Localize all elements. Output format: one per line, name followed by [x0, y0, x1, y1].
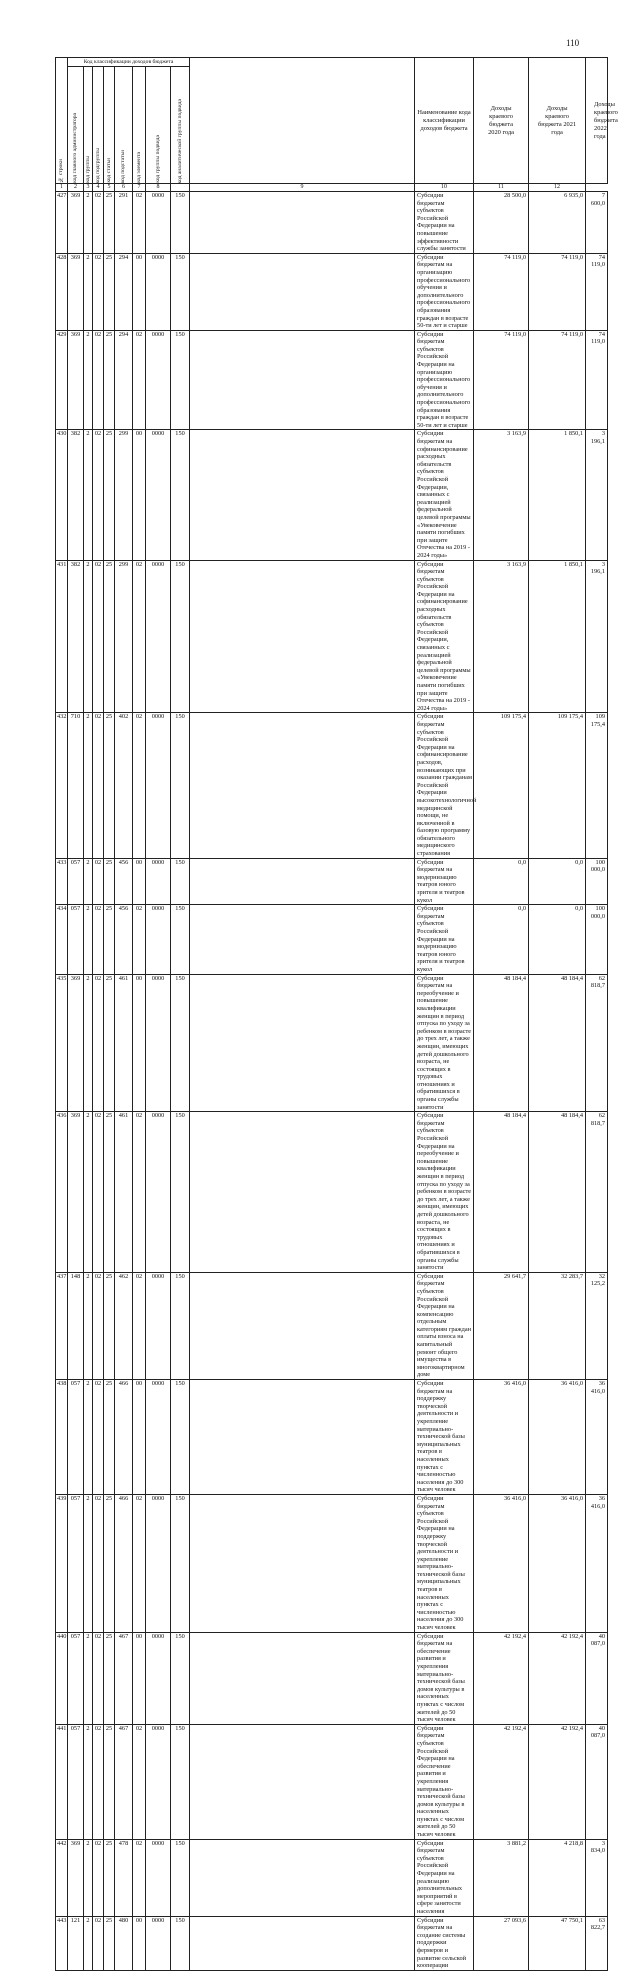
- column-number: 10: [415, 184, 474, 192]
- column-number: 3: [84, 184, 93, 192]
- amount-cell: 109 175,4: [529, 713, 586, 858]
- table-row: [56, 1632, 608, 1724]
- column-number: 9: [190, 184, 415, 192]
- row-number-cell: 443: [56, 1916, 68, 1970]
- name-cell: Субсидии бюджетам субъектов Российской Федерации на софинансирование расходных обязательств субъектов Российской Федерации, связанных с реализацией федеральной целевой программы «Увековечение памяти погибших при защите Отечества на 2019 - 2024 годы»: [415, 560, 474, 713]
- table-row: [56, 905, 608, 974]
- code-cell: 150: [171, 905, 190, 974]
- code-cell: 02: [93, 253, 104, 330]
- code-cell: 02: [93, 1839, 104, 1916]
- table-row: [56, 253, 608, 330]
- code-cell: 467: [115, 1724, 133, 1839]
- code-cell: 02: [93, 1494, 104, 1632]
- header-code-col: код статьи: [104, 67, 115, 184]
- name-cell: Субсидии бюджетам субъектов Российской Федерации на модернизацию театров юного зрителя и театров кукол: [415, 905, 474, 974]
- amount-cell: 48 184,4: [529, 1112, 586, 1272]
- code-cell: 299: [115, 560, 133, 713]
- code-cell: 02: [93, 713, 104, 858]
- column-number: 5: [104, 184, 115, 192]
- code-cell: 0000: [146, 192, 171, 254]
- table-row: [56, 192, 608, 254]
- code-cell: 456: [115, 905, 133, 974]
- amount-cell: 0,0: [474, 858, 529, 905]
- amount-cell: 36 416,0: [586, 1380, 608, 1495]
- code-cell: 2: [84, 1112, 93, 1272]
- code-cell: 456: [115, 858, 133, 905]
- code-cell: 02: [93, 1272, 104, 1379]
- code-cell: 382: [68, 430, 84, 560]
- row-number-cell: 436: [56, 1112, 68, 1272]
- name-cell: Субсидии бюджетам на организацию профессионального обучения и дополнительного профессионального образования граждан в возрасте 50-ти лет и старше: [415, 253, 474, 330]
- code-cell: 02: [93, 1724, 104, 1839]
- code-cell: 0000: [146, 1380, 171, 1495]
- amount-cell: 32 125,2: [586, 1272, 608, 1379]
- code-cell: 0000: [146, 1724, 171, 1839]
- code-cell: 057: [68, 858, 84, 905]
- name-cell: Субсидии бюджетам субъектов Российской Федерации на софинансирование расходов, возникающих при оказании гражданам Российской Федерации высокотехнологичной медицинской помощи, не включенной в базовую программу обязательного медицинского страхования: [415, 713, 474, 858]
- spacer-cell: [190, 1380, 415, 1495]
- code-cell: 0000: [146, 560, 171, 713]
- table-row: [56, 330, 608, 430]
- code-cell: 00: [133, 1632, 146, 1724]
- amount-cell: 36 416,0: [529, 1380, 586, 1495]
- column-number: [171, 184, 190, 192]
- amount-cell: 3 196,1: [586, 560, 608, 713]
- row-number-cell: 432: [56, 713, 68, 858]
- table-row: [56, 713, 608, 858]
- amount-cell: 4 218,8: [529, 1839, 586, 1916]
- code-cell: 25: [104, 1632, 115, 1724]
- name-cell: Субсидии бюджетам на обеспечение развития и укрепления материально-технической базы домов культуры в населенных пунктах с числом жителей до 50 тысяч человек: [415, 1632, 474, 1724]
- code-cell: 2: [84, 1272, 93, 1379]
- row-number-cell: 431: [56, 560, 68, 713]
- code-cell: 2: [84, 430, 93, 560]
- code-cell: 02: [133, 1494, 146, 1632]
- amount-cell: 3 834,0: [586, 1839, 608, 1916]
- code-cell: 150: [171, 1724, 190, 1839]
- amount-cell: 42 192,4: [474, 1724, 529, 1839]
- table-row: [56, 1272, 608, 1379]
- code-cell: 150: [171, 1839, 190, 1916]
- row-number-cell: 437: [56, 1272, 68, 1379]
- column-number: 6: [115, 184, 133, 192]
- code-cell: 25: [104, 974, 115, 1112]
- row-number-cell: 427: [56, 192, 68, 254]
- code-cell: 2: [84, 560, 93, 713]
- spacer-cell: [190, 974, 415, 1112]
- amount-cell: 27 093,6: [474, 1916, 529, 1970]
- header-2022: Доходы краевого бюджета 2022 года: [586, 58, 608, 184]
- row-number-cell: 428: [56, 253, 68, 330]
- column-number: 1: [56, 184, 68, 192]
- code-cell: 02: [133, 192, 146, 254]
- name-cell: Субсидии бюджетам на софинансирование расходных обязательств субъектов Российской Федерации, связанных с реализацией федеральной целевой программы «Увековечение памяти погибших при защите Отечества на 2019 - 2024 годы»: [415, 430, 474, 560]
- code-cell: 150: [171, 1632, 190, 1724]
- spacer-cell: [190, 1112, 415, 1272]
- code-cell: 0000: [146, 1632, 171, 1724]
- code-cell: 02: [133, 1272, 146, 1379]
- table-row: [56, 560, 608, 713]
- code-cell: 150: [171, 1112, 190, 1272]
- spacer-cell: [190, 1839, 415, 1916]
- code-cell: 0000: [146, 1839, 171, 1916]
- header-row-no: № строки: [56, 58, 68, 184]
- code-cell: 150: [171, 1272, 190, 1379]
- table-row: [56, 1916, 608, 1970]
- amount-cell: 47 750,1: [529, 1916, 586, 1970]
- code-cell: 057: [68, 905, 84, 974]
- code-cell: 0000: [146, 430, 171, 560]
- code-cell: 02: [93, 430, 104, 560]
- code-cell: 02: [93, 858, 104, 905]
- code-cell: 0000: [146, 330, 171, 430]
- code-cell: 150: [171, 858, 190, 905]
- row-number-cell: 433: [56, 858, 68, 905]
- name-cell: Субсидии бюджетам субъектов Российской Федерации на переобучение и повышение квалификации женщин в период отпуска по уходу за ребенком в возрасте до трех лет, а также женщин, имеющих детей дошкольного возраста, не состоящих в трудовых отношениях и обратившихся в органы службы занятости: [415, 1112, 474, 1272]
- spacer-cell: [190, 713, 415, 858]
- amount-cell: 3 163,9: [474, 560, 529, 713]
- amount-cell: 36 416,0: [529, 1494, 586, 1632]
- header-spacer: [190, 58, 415, 184]
- code-cell: 2: [84, 713, 93, 858]
- code-cell: 25: [104, 1272, 115, 1379]
- amount-cell: 62 818,7: [586, 974, 608, 1112]
- code-cell: 461: [115, 1112, 133, 1272]
- amount-cell: 42 192,4: [474, 1632, 529, 1724]
- amount-cell: 36 416,0: [474, 1380, 529, 1495]
- code-cell: 369: [68, 192, 84, 254]
- amount-cell: 100 000,0: [586, 858, 608, 905]
- header-code-col: код подстатьи: [115, 67, 133, 184]
- amount-cell: 36 416,0: [586, 1494, 608, 1632]
- code-cell: 0000: [146, 1916, 171, 1970]
- code-cell: 02: [133, 1112, 146, 1272]
- amount-cell: 74 119,0: [474, 330, 529, 430]
- code-cell: 467: [115, 1632, 133, 1724]
- code-cell: 150: [171, 1916, 190, 1970]
- table-row: [56, 1839, 608, 1916]
- code-cell: 148: [68, 1272, 84, 1379]
- amount-cell: 74 119,0: [474, 253, 529, 330]
- table-row: [56, 858, 608, 905]
- code-cell: 2: [84, 905, 93, 974]
- name-cell: Субсидии бюджетам субъектов Российской Федерации на организацию профессионального обучения и дополнительного профессионального образования граждан в возрасте 50-ти лет и старше: [415, 330, 474, 430]
- code-cell: 25: [104, 1724, 115, 1839]
- table-row: [56, 974, 608, 1112]
- header-code-col: код группы: [84, 67, 93, 184]
- code-cell: 02: [93, 1632, 104, 1724]
- table-header: [56, 58, 618, 192]
- code-cell: 478: [115, 1839, 133, 1916]
- amount-cell: 1 850,1: [529, 430, 586, 560]
- code-cell: 02: [93, 192, 104, 254]
- row-number-cell: 435: [56, 974, 68, 1112]
- row-number-cell: 439: [56, 1494, 68, 1632]
- amount-cell: 109 175,4: [474, 713, 529, 858]
- table-row: [56, 1494, 608, 1632]
- table-row: [56, 1380, 608, 1495]
- header-code-col: код аналитической группы подвида: [171, 67, 190, 184]
- header-code-col: код подгруппы: [93, 67, 104, 184]
- code-cell: 369: [68, 1112, 84, 1272]
- code-cell: 00: [133, 858, 146, 905]
- code-cell: 25: [104, 560, 115, 713]
- code-cell: 150: [171, 1380, 190, 1495]
- code-cell: 25: [104, 430, 115, 560]
- code-cell: 02: [93, 1112, 104, 1272]
- amount-cell: 36 416,0: [474, 1494, 529, 1632]
- amount-cell: 48 184,4: [474, 974, 529, 1112]
- header-code-col: код главного администратора: [68, 67, 84, 184]
- amount-cell: 3 881,2: [474, 1839, 529, 1916]
- amount-cell: 0,0: [529, 905, 586, 974]
- name-cell: Субсидии бюджетам субъектов Российской Федерации на реализацию дополнительных мероприятий в сфере занятости населения: [415, 1839, 474, 1916]
- amount-cell: 3 196,1: [586, 430, 608, 560]
- code-cell: 25: [104, 192, 115, 254]
- spacer-cell: [190, 1272, 415, 1379]
- amount-cell: 32 283,7: [529, 1272, 586, 1379]
- spacer-cell: [190, 1494, 415, 1632]
- header-2020: Доходы краевого бюджета 2020 года: [474, 58, 529, 184]
- column-number: 2: [68, 184, 84, 192]
- code-cell: 0000: [146, 905, 171, 974]
- code-cell: 25: [104, 253, 115, 330]
- code-cell: 25: [104, 1494, 115, 1632]
- amount-cell: 48 184,4: [474, 1112, 529, 1272]
- amount-cell: 40 087,0: [586, 1724, 608, 1839]
- code-cell: 2: [84, 330, 93, 430]
- spacer-cell: [190, 430, 415, 560]
- spacer-cell: [190, 1916, 415, 1970]
- code-cell: 150: [171, 974, 190, 1112]
- amount-cell: 48 184,4: [529, 974, 586, 1112]
- code-cell: 0000: [146, 253, 171, 330]
- amount-cell: 42 192,4: [529, 1724, 586, 1839]
- amount-cell: 0,0: [474, 905, 529, 974]
- row-number-cell: 440: [56, 1632, 68, 1724]
- code-cell: 2: [84, 192, 93, 254]
- amount-cell: 0,0: [529, 858, 586, 905]
- code-cell: 369: [68, 974, 84, 1112]
- code-cell: 2: [84, 1632, 93, 1724]
- name-cell: Субсидии бюджетам на поддержку творческой деятельности и укрепление материально-технической базы муниципальных театров в населенных пунктах с численностью населения до 300 тысяч человек: [415, 1380, 474, 1495]
- row-number-cell: 442: [56, 1839, 68, 1916]
- code-cell: 150: [171, 713, 190, 858]
- code-cell: 057: [68, 1380, 84, 1495]
- amount-cell: 6 935,0: [529, 192, 586, 254]
- code-cell: 0000: [146, 1272, 171, 1379]
- column-number: 4: [93, 184, 104, 192]
- name-cell: Субсидии бюджетам субъектов Российской Федерации на повышение эффективности службы занятости: [415, 192, 474, 254]
- code-cell: 25: [104, 905, 115, 974]
- column-number-row: [56, 184, 608, 192]
- header-code-col: код элемента: [133, 67, 146, 184]
- amount-cell: 40 087,0: [586, 1632, 608, 1724]
- row-number-cell: 429: [56, 330, 68, 430]
- code-cell: 25: [104, 1380, 115, 1495]
- code-cell: 0000: [146, 974, 171, 1112]
- code-cell: 02: [93, 1380, 104, 1495]
- code-cell: 02: [93, 560, 104, 713]
- code-cell: 150: [171, 430, 190, 560]
- code-cell: 369: [68, 1839, 84, 1916]
- name-cell: Субсидии бюджетам субъектов Российской Федерации на компенсацию отдельным категориям граждан оплаты взноса на капитальный ремонт общего имущества в многоквартирном доме: [415, 1272, 474, 1379]
- page-number: 110: [566, 38, 580, 48]
- code-cell: 369: [68, 253, 84, 330]
- code-cell: 25: [104, 330, 115, 430]
- code-cell: 466: [115, 1380, 133, 1495]
- column-number: 11: [474, 184, 529, 192]
- column-number: 12: [529, 184, 586, 192]
- code-cell: 02: [93, 330, 104, 430]
- amount-cell: 62 818,7: [586, 1112, 608, 1272]
- code-cell: 291: [115, 192, 133, 254]
- code-cell: 02: [133, 905, 146, 974]
- code-cell: 150: [171, 192, 190, 254]
- header-code-col: код группы подвида: [146, 67, 171, 184]
- code-cell: 121: [68, 1916, 84, 1970]
- code-cell: 2: [84, 1724, 93, 1839]
- row-number-cell: 430: [56, 430, 68, 560]
- code-cell: 710: [68, 713, 84, 858]
- code-cell: 057: [68, 1494, 84, 1632]
- row-number-cell: 441: [56, 1724, 68, 1839]
- amount-cell: 74 119,0: [586, 253, 608, 330]
- table-body: [56, 192, 608, 1971]
- code-cell: 00: [133, 1380, 146, 1495]
- spacer-cell: [190, 330, 415, 430]
- spacer-cell: [190, 858, 415, 905]
- code-cell: 2: [84, 1916, 93, 1970]
- table-row: [56, 1724, 608, 1839]
- code-cell: 02: [133, 1724, 146, 1839]
- spacer-cell: [190, 905, 415, 974]
- amount-cell: 7 600,0: [586, 192, 608, 254]
- code-cell: 2: [84, 1380, 93, 1495]
- name-cell: Субсидии бюджетам субъектов Российской Федерации на обеспечение развития и укрепления материально-технической базы домов культуры в населенных пунктах с числом жителей до 50 тысяч человек: [415, 1724, 474, 1839]
- amount-cell: 74 119,0: [529, 253, 586, 330]
- code-cell: 2: [84, 974, 93, 1112]
- header-name: Наименование кода классификации доходов бюджета: [415, 58, 474, 184]
- code-cell: 150: [171, 330, 190, 430]
- code-cell: 02: [93, 905, 104, 974]
- header-code-group: Код классификации доходов бюджета: [68, 58, 190, 67]
- code-cell: 00: [133, 1916, 146, 1970]
- amount-cell: 74 119,0: [529, 330, 586, 430]
- code-cell: 0000: [146, 858, 171, 905]
- code-cell: 402: [115, 713, 133, 858]
- table-row: [56, 430, 608, 560]
- spacer-cell: [190, 253, 415, 330]
- code-cell: 2: [84, 858, 93, 905]
- spacer-cell: [190, 1724, 415, 1839]
- code-cell: 150: [171, 1494, 190, 1632]
- code-cell: 02: [133, 1839, 146, 1916]
- code-cell: 00: [133, 253, 146, 330]
- code-cell: 0000: [146, 713, 171, 858]
- code-cell: 0000: [146, 1494, 171, 1632]
- code-cell: 294: [115, 253, 133, 330]
- code-cell: 057: [68, 1724, 84, 1839]
- column-number: 8: [146, 184, 171, 192]
- code-cell: 2: [84, 1494, 93, 1632]
- code-cell: 461: [115, 974, 133, 1112]
- code-cell: 2: [84, 253, 93, 330]
- code-cell: 057: [68, 1632, 84, 1724]
- amount-cell: 29 641,7: [474, 1272, 529, 1379]
- code-cell: 150: [171, 253, 190, 330]
- code-cell: 02: [93, 974, 104, 1112]
- code-cell: 294: [115, 330, 133, 430]
- name-cell: Субсидии бюджетам на создание системы поддержки фермеров и развитие сельской кооперации: [415, 1916, 474, 1970]
- code-cell: 25: [104, 713, 115, 858]
- code-cell: 00: [133, 430, 146, 560]
- name-cell: Субсидии бюджетам на модернизацию театров юного зрителя и театров кукол: [415, 858, 474, 905]
- code-cell: 25: [104, 1112, 115, 1272]
- spacer-cell: [190, 560, 415, 713]
- code-cell: 02: [133, 560, 146, 713]
- table-row: [56, 1112, 608, 1272]
- code-cell: 480: [115, 1916, 133, 1970]
- amount-cell: 74 119,0: [586, 330, 608, 430]
- code-cell: 25: [104, 858, 115, 905]
- amount-cell: 1 850,1: [529, 560, 586, 713]
- code-cell: 02: [133, 330, 146, 430]
- name-cell: Субсидии бюджетам субъектов Российской Федерации на поддержку творческой деятельности и укрепление материально-технической базы муниципальных театров в населенных пунктах с численностью населения до 300 тысяч человек: [415, 1494, 474, 1632]
- code-cell: 25: [104, 1839, 115, 1916]
- spacer-cell: [190, 192, 415, 254]
- code-cell: 382: [68, 560, 84, 713]
- amount-cell: 63 822,7: [586, 1916, 608, 1970]
- code-cell: 466: [115, 1494, 133, 1632]
- name-cell: Субсидии бюджетам на переобучение и повышение квалификации женщин в период отпуска по уходу за ребенком в возрасте до трех лет, а также женщин, имеющих детей дошкольного возраста, не состоящих в трудовых отношениях и обратившихся в органы службы занятости: [415, 974, 474, 1112]
- code-cell: 462: [115, 1272, 133, 1379]
- code-cell: 299: [115, 430, 133, 560]
- amount-cell: 109 175,4: [586, 713, 608, 858]
- spacer-cell: [190, 1632, 415, 1724]
- column-number: 7: [133, 184, 146, 192]
- amount-cell: 3 163,9: [474, 430, 529, 560]
- code-cell: 00: [133, 974, 146, 1112]
- code-cell: 25: [104, 1916, 115, 1970]
- header-2021: Доходы краевого бюджета 2021 года: [529, 58, 586, 184]
- code-cell: 2: [84, 1839, 93, 1916]
- amount-cell: 28 500,0: [474, 192, 529, 254]
- amount-cell: 42 192,4: [529, 1632, 586, 1724]
- budget-table: [55, 57, 618, 1971]
- amount-cell: 100 000,0: [586, 905, 608, 974]
- row-number-cell: 438: [56, 1380, 68, 1495]
- code-cell: 369: [68, 330, 84, 430]
- code-cell: 02: [133, 713, 146, 858]
- row-number-cell: 434: [56, 905, 68, 974]
- code-cell: 150: [171, 560, 190, 713]
- code-cell: 0000: [146, 1112, 171, 1272]
- code-cell: 02: [93, 1916, 104, 1970]
